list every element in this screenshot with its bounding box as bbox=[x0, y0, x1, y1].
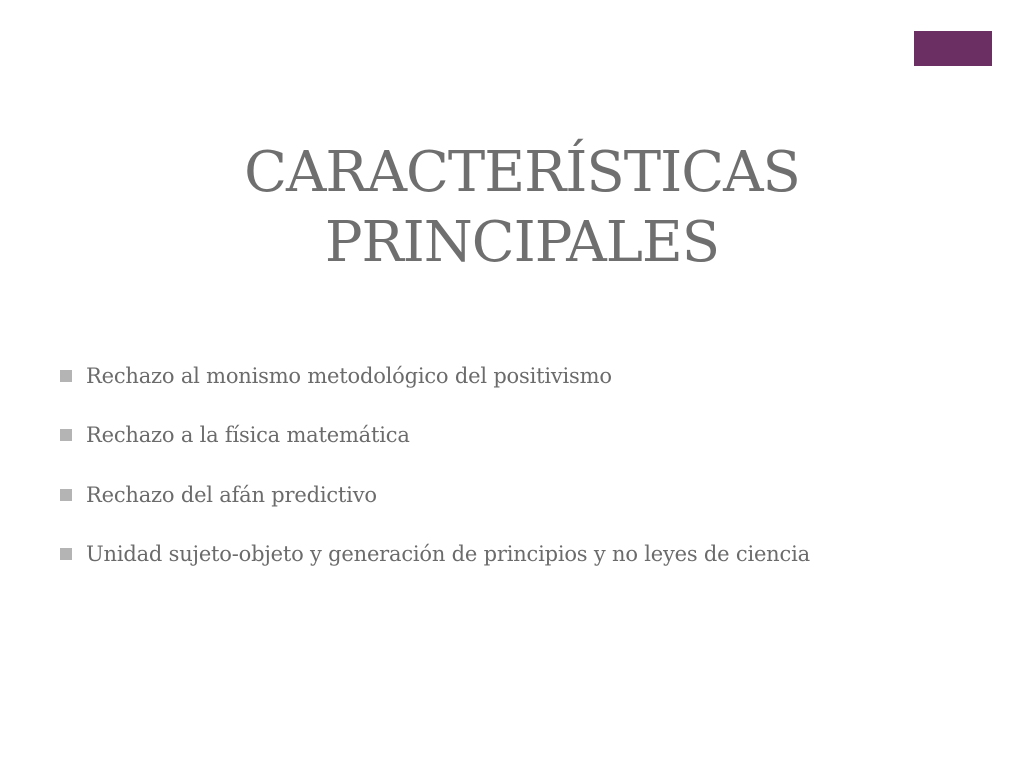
bullet-text: Rechazo a la física matemática bbox=[86, 423, 410, 448]
bullet-item bbox=[60, 346, 810, 406]
square-bullet-icon bbox=[60, 548, 72, 560]
title-line-2: PRINCIPALES bbox=[324, 210, 720, 275]
square-bullet-icon bbox=[60, 489, 72, 501]
square-bullet-icon bbox=[60, 370, 72, 382]
bullet-item bbox=[60, 465, 810, 525]
square-bullet-icon bbox=[60, 429, 72, 441]
bullet-item bbox=[60, 525, 810, 585]
bullet-item bbox=[60, 406, 810, 466]
title-line-1: CARACTERÍSTICAS bbox=[244, 140, 800, 205]
bullet-text: Unidad sujeto-objeto y generación de principios y no leyes de ciencia bbox=[86, 542, 810, 567]
accent-bar bbox=[914, 31, 992, 66]
slide-title bbox=[0, 138, 1024, 278]
bullet-list bbox=[60, 346, 810, 584]
bullet-text: Rechazo del afán predictivo bbox=[86, 482, 377, 507]
bullet-text: Rechazo al monismo metodológico del positivismo bbox=[86, 363, 612, 388]
